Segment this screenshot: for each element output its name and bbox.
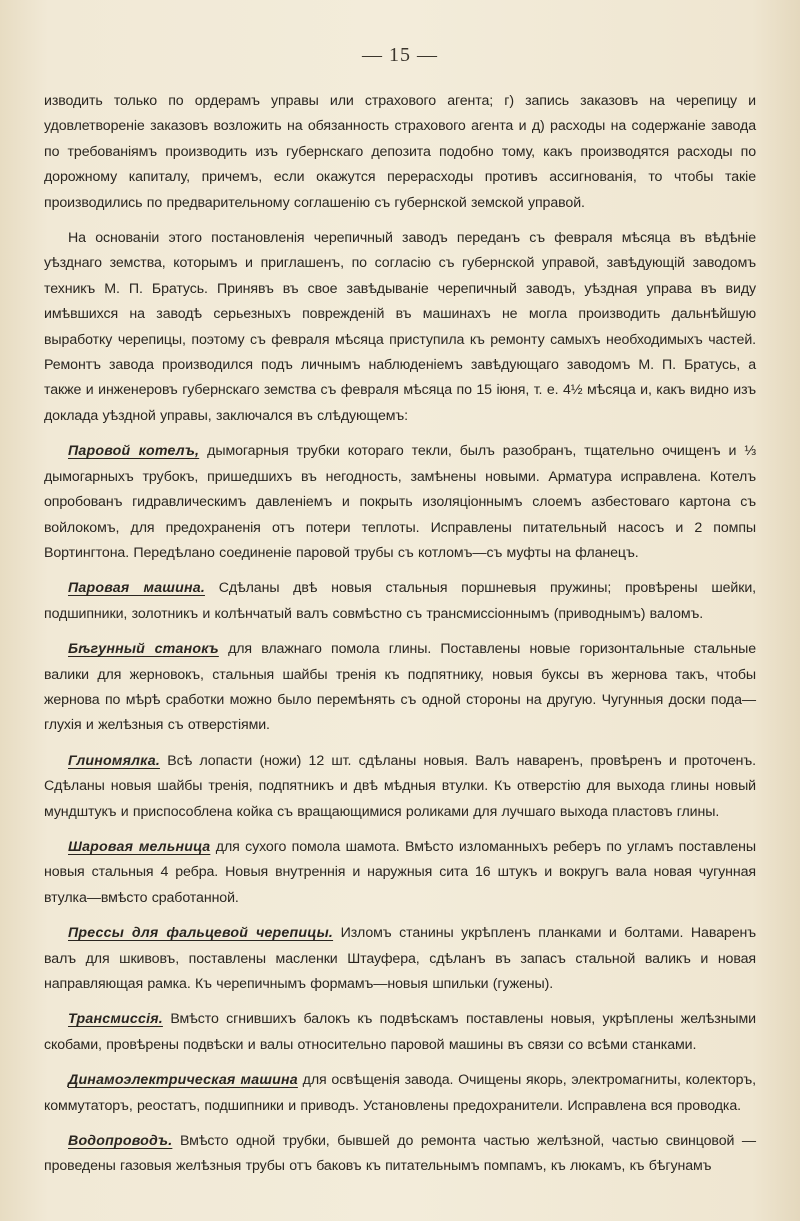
paragraph-text: Всѣ лопасти (ножи) 12 шт. сдѣланы новыя. Валъ наваренъ, провѣренъ и проточенъ. Сдѣланы новыя шайбы тренія, подпятникъ и двѣ мѣдныя втулки. Къ отверстію для выхода глины новый мундштукъ и приспособлена койка съ вращающимися роликами для лучшаго выхода пластовъ глины. — [44, 752, 756, 820]
paragraph-clay-mixer — [44, 749, 756, 825]
paragraph-ball-mill — [44, 835, 756, 911]
page-number: — 15 — — [362, 44, 438, 66]
paragraph-basis — [44, 226, 756, 429]
section-heading: Паровой котелъ, — [68, 443, 200, 460]
section-heading: Прессы для фальцевой черепицы. — [68, 925, 334, 942]
paragraph-text: Сдѣланы двѣ новыя стальныя поршневыя пружины; провѣрены шейки, подшипники, золотникъ и колѣнчатый валъ совмѣстно съ трансмиссіоннымъ (приводнымъ) валомъ. — [44, 580, 756, 622]
paragraph-text: для влажнаго помола глины. Поставлены новые горизонтальные стальные валики для жерновокъ, стальныя шайбы тренія къ подпятнику, новыя буксы въ жернова такъ, чтобы жернова по мѣрѣ сработки можно было перемѣнять съ одной стороны на другую. Чугунныя доски пода— глухія и желѣзныя съ отверстіями. — [44, 641, 756, 734]
section-heading: Паровая машина. — [68, 580, 205, 597]
paragraph-steam-boiler — [44, 439, 756, 566]
paragraph-text: Вмѣсто сгнившихъ балокъ къ подвѣскамъ поставлены новыя, укрѣплены желѣзными скобами, провѣрены подвѣски и валы относительно паровой машины въ связи со всѣми станками. — [44, 1011, 756, 1053]
paragraph-text: для освѣщенія завода. Очищены якорь, электромагниты, колекторъ, коммутаторъ, реостатъ, подшипники и приводъ. Установлены предохранители. Исправлена вся проводка. — [44, 1072, 756, 1114]
section-heading: Водопроводъ. — [68, 1133, 173, 1150]
paragraph-steam-engine — [44, 576, 756, 627]
section-heading: Трансмиссія. — [68, 1011, 163, 1028]
paragraph-presses — [44, 921, 756, 997]
paragraph-dynamo — [44, 1068, 756, 1119]
paragraph-runner-mill — [44, 637, 756, 739]
paragraph-text: дымогарныя трубки котораго текли, былъ разобранъ, тщательно очищенъ и ⅓ дымогарныхъ трубокъ, пришедшихъ въ негодность, замѣнены новыми. Арматура исправлена. Котелъ опробованъ гидравлическимъ давленіемъ и покрыть изоляціоннымъ слоемъ азбестоваго картона съ войлокомъ, для предохраненія отъ потери теплоты. Исправлены питательный насосъ и 2 помпы Вортингтона. Передѣлано соединеніе паровой трубы съ котломъ—съ муфты на фланецъ. — [44, 443, 756, 561]
paragraph-water-supply — [44, 1129, 756, 1180]
section-heading: Шаровая мельница — [68, 838, 211, 855]
paragraph-text: изводить только по ордерамъ управы или страхового агента; г) запись заказовъ на черепицу и удовлетвореніе заказовъ возложить на обязанность страхового агента и д) расходы на содержаніе завода по требованіямъ производить изъ губернскаго депозита подобно тому, какъ производятся расходы по дорожному капиталу, причемъ, если окажутся перерасходы противъ ассигнованія, то чтобы такіе производились по предварительному соглашенію съ губернской земской управой. — [44, 93, 756, 211]
section-heading: Глиномялка. — [68, 752, 160, 769]
paragraph-transmission — [44, 1007, 756, 1058]
paragraph-text: Вмѣсто одной трубки, бывшей до ремонта частью желѣзной, частью свинцовой — проведены газовыя желѣзныя трубы отъ баковъ къ питательнымъ помпамъ, къ люкамъ, къ бѣгунамъ — [44, 1133, 756, 1175]
body-text — [44, 89, 756, 1180]
paragraph-text: Изломъ станины укрѣпленъ планками и болтами. Наваренъ валъ для шкивовъ, поставлены масленки Штауфера, сдѣланъ въ запасъ стальной валикъ и новая направляющая рамка. Къ черепичнымъ формамъ—новыя шпильки (гужены). — [44, 925, 756, 992]
paragraph-text: для сухого помола шамота. Вмѣсто изломанныхъ реберъ по угламъ поставлены новыя стальныя 4 ребра. Новыя внутреннія и наружныя сита 16 штукъ и вокругъ вала новая чугунная втулка—вмѣсто сработанной. — [44, 838, 756, 906]
section-heading: Бѣгунный станокъ — [68, 641, 219, 658]
section-heading: Динамоэлектрическая машина — [68, 1072, 298, 1089]
paragraph-text: На основаніи этого постановленія черепичный заводъ переданъ съ февраля мѣсяца въ вѣдѣніе уѣзднаго земства, которымъ и приглашенъ, по согласію съ губернской управой, завѣдующій заводомъ техникъ М. П. Братусь. Принявъ въ свое завѣдываніе черепичный заводъ, уѣздная управа въ виду имѣвшихся на заводѣ серьезныхъ поврежденій въ машинахъ не могла производить дальнѣйшую выработку черепицы, поэтому съ февраля мѣсяца приступила къ ремонту самыхъ необходимыхъ частей. Ремонтъ завода производился подъ личнымъ наблюденіемъ завѣдующаго заводомъ М. П. Братусь, а также и инженеровъ губернскаго земства съ февраля мѣсяца по 15 іюня, т. е. 4½ мѣсяца и, какъ видно изъ доклада уѣздной управы, заключался въ слѣдующемъ: — [44, 230, 756, 424]
paragraph-intro — [44, 89, 756, 216]
